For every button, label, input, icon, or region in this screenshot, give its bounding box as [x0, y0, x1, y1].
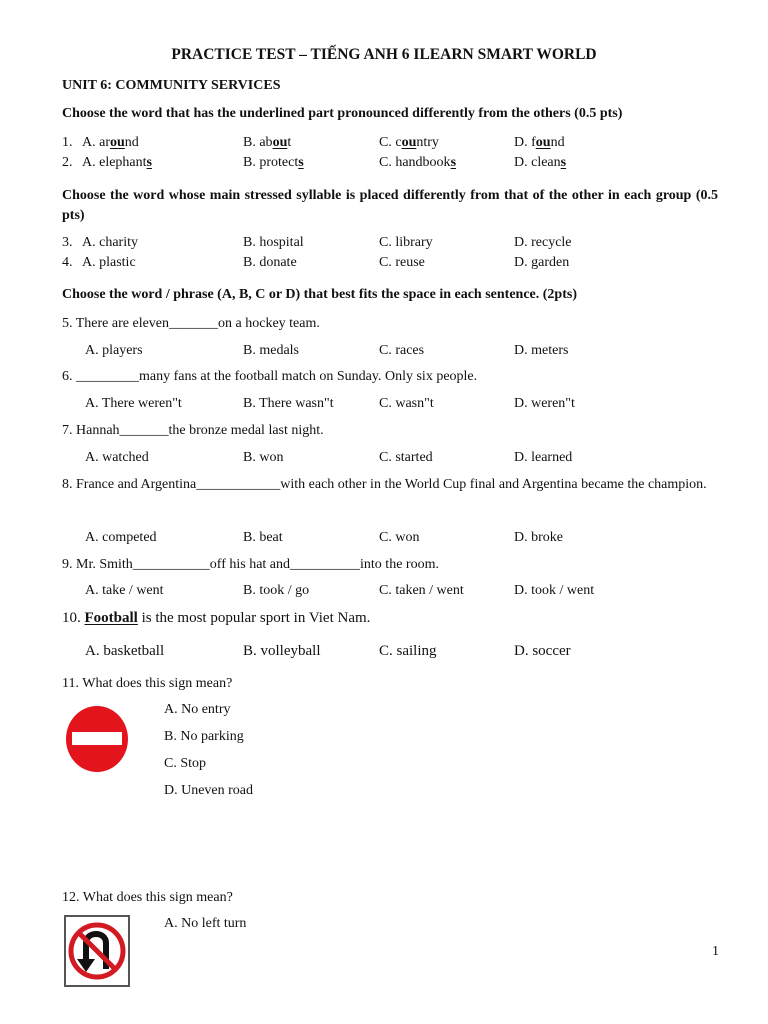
option-a: A. elephants: [82, 155, 152, 170]
question-number: 3.: [62, 235, 73, 250]
section-pronunciation-instruction: Choose the word that has the underlined part pronounced differently from the others (0.5 pts): [62, 106, 623, 121]
question-stem: 11. What does this sign mean?: [62, 676, 233, 691]
option-b: B. volleyball: [243, 643, 321, 659]
question-stem: 7. Hannah_______the bronze medal last night.: [62, 423, 324, 438]
page-number: 1: [712, 944, 719, 959]
option-b: B. about: [243, 135, 292, 150]
page-title: PRACTICE TEST – TIẾNG ANH 6 ILEARN SMART WORLD: [171, 46, 597, 63]
option-c: C. reuse: [379, 255, 425, 270]
option-c: C. wasn"t: [379, 396, 434, 411]
no-entry-sign-icon: [65, 705, 129, 773]
option-a: A. There weren"t: [85, 396, 182, 411]
option-b: B. beat: [243, 530, 283, 545]
option-b: B. medals: [243, 343, 299, 358]
option-c: C. country: [379, 135, 439, 150]
option-d: D. recycle: [514, 235, 572, 250]
option-c: C. taken / went: [379, 583, 464, 598]
option-c: C. won: [379, 530, 420, 545]
question-stem: 10. Football is the most popular sport in Viet Nam.: [62, 610, 371, 626]
question-stem: 9. Mr. Smith___________off his hat and__________into the room.: [62, 557, 439, 572]
section-fill-instruction: Choose the word / phrase (A, B, C or D) that best fits the space in each sentence. (2pts): [62, 287, 577, 302]
option-b: B. There wasn"t: [243, 396, 334, 411]
question-number: 1.: [62, 135, 73, 150]
option-c: C. races: [379, 343, 425, 358]
question-stem: 12. What does this sign mean?: [62, 890, 233, 905]
section-stress-instruction: Choose the word whose main stressed syllable is placed differently from that of the other in each group (0.5 pts): [62, 188, 718, 223]
option-a: A. charity: [82, 235, 138, 250]
no-u-turn-sign-icon: [64, 915, 130, 987]
option-b: B. protects: [243, 155, 304, 170]
option-a: A. No entry: [164, 702, 231, 717]
question-number: 2.: [62, 155, 73, 170]
option-d: D. learned: [514, 450, 573, 465]
option-a: A. take / went: [85, 583, 164, 598]
unit-heading: UNIT 6: COMMUNITY SERVICES: [62, 78, 281, 93]
option-c: C. handbooks: [379, 155, 457, 170]
option-b: B. donate: [243, 255, 297, 270]
question-stem: 5. There are eleven_______on a hockey team.: [62, 316, 320, 331]
option-a: A. players: [85, 343, 143, 358]
option-c: C. Stop: [164, 756, 207, 771]
option-a: A. No left turn: [164, 916, 247, 931]
option-b: B. won: [243, 450, 284, 465]
option-a: A. basketball: [85, 643, 165, 659]
question-number: 4.: [62, 255, 73, 270]
option-d: D. weren"t: [514, 396, 575, 411]
option-b: B. hospital: [243, 235, 304, 250]
option-a: A. around: [82, 135, 139, 150]
option-c: C. library: [379, 235, 433, 250]
option-d: D. Uneven road: [164, 783, 254, 798]
option-c: C. started: [379, 450, 433, 465]
option-a: A. watched: [85, 450, 149, 465]
option-a: A. competed: [85, 530, 157, 545]
option-d: D. found: [514, 135, 565, 150]
option-b: B. took / go: [243, 583, 310, 598]
question-stem: 8. France and Argentina____________with each other in the World Cup final and Argentina became the champion.: [62, 477, 707, 492]
option-c: C. sailing: [379, 643, 437, 659]
option-d: D. meters: [514, 343, 569, 358]
option-d: D. cleans: [514, 155, 567, 170]
option-b: B. No parking: [164, 729, 244, 744]
option-d: D. garden: [514, 255, 570, 270]
option-d: D. broke: [514, 530, 563, 545]
option-d: D. took / went: [514, 583, 595, 598]
option-d: D. soccer: [514, 643, 571, 659]
question-stem: 6. _________many fans at the football match on Sunday. Only six people.: [62, 369, 478, 384]
option-a: A. plastic: [82, 255, 136, 270]
